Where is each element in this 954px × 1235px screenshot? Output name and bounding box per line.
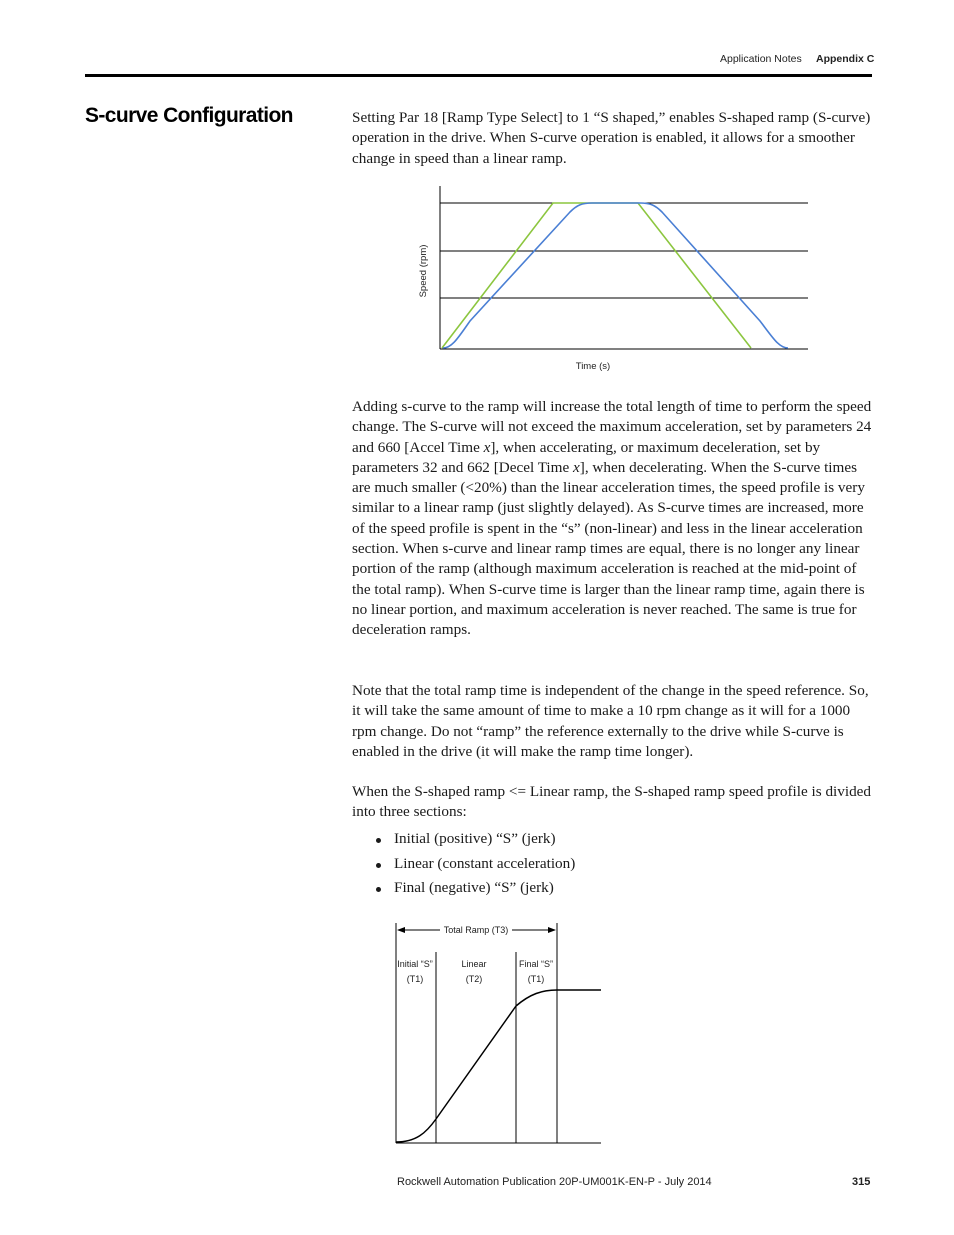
speed-profile-chart (400, 180, 820, 380)
s-curve-explanation-paragraph (352, 397, 872, 641)
section-label-initial-t: (T1) (406, 974, 424, 984)
text-span: ], when accelerating, or maximum deceleration, set by parameters 32 and 662 [Decel Time (352, 438, 821, 476)
text-span: Adding s-curve to the ramp will increase the total length of time to perform the speed change. The S-curve will not exceed the maximum acceleration, set by parameters 24 and 660 [Accel Time (352, 398, 872, 456)
s-curve-sections-diagram (380, 915, 610, 1155)
section-label-final-t: (T1) (527, 974, 545, 984)
ramp-time-note-paragraph: Note that the total ramp time is independent of the change in the speed reference. So, it will take the same amount of time to make a 10 rpm change as it will for a 1000 rpm change. Do not “ramp” the reference externally to the drive while S-curve is enabled in the drive (it will make the ramp time longer). (352, 682, 869, 760)
text-span: ], when decelerating. When the S-curve times are much smaller (<20%) than the linear acceleration times, the speed profile is very similar to a linear ramp (just slightly delayed). As S-curve times are increased, more of the speed profile is spent in the “s” (non-linear) and less in the linear acceleration section. When s-curve and linear ramp times are equal, there is no longer any linear portion of the ramp (although maximum acceleration is reached at the mid-point of the total ramp). When S-curve time is larger than the linear ramp time, again there is no linear portion, and maximum acceleration is never reached. The same is true for deceleration ramps. (352, 458, 865, 639)
s-curve-line (396, 990, 601, 1142)
list-item: Initial (positive) “S” (jerk) (374, 827, 575, 852)
s-curve-line (443, 203, 788, 348)
footer-publication: Rockwell Automation Publication 20P-UM001K-EN-P - July 2014 (397, 1176, 712, 1188)
header-section-label: Application Notes (720, 53, 802, 65)
section-label-linear-t: (T2) (465, 974, 483, 984)
header-appendix-label: Appendix C (816, 53, 875, 65)
page-number: 315 (852, 1176, 871, 1188)
arrow-head-right (548, 927, 556, 933)
intro-paragraph: Setting Par 18 [Ramp Type Select] to 1 “S shaped,” enables S-shaped ramp (S-curve) operation in the drive. When S-curve operation is enabled, it allows for a smoother change in speed than a linear ramp. (352, 109, 871, 167)
y-axis-label: Speed (rpm) (418, 244, 429, 298)
section-list (374, 827, 575, 901)
list-item: Linear (constant acceleration) (374, 852, 575, 877)
section-label-final: Final “S” (518, 959, 554, 969)
total-ramp-label: Total Ramp (T3) (443, 925, 509, 935)
text-span-italic: x (483, 438, 491, 456)
list-item: Final (negative) “S” (jerk) (374, 876, 575, 901)
section-label-linear: Linear (461, 959, 487, 969)
section-title: S-curve Configuration (85, 104, 293, 127)
sections-intro-paragraph: When the S-shaped ramp <= Linear ramp, the S-shaped ramp speed profile is divided into three sections: (352, 783, 872, 821)
text-span-italic: x (573, 458, 580, 476)
arrow-head-left (397, 927, 405, 933)
header-rule (85, 74, 872, 77)
section-label-initial: Initial “S” (397, 959, 433, 969)
x-axis-label: Time (s) (575, 361, 611, 372)
linear-ramp-line (442, 203, 751, 348)
